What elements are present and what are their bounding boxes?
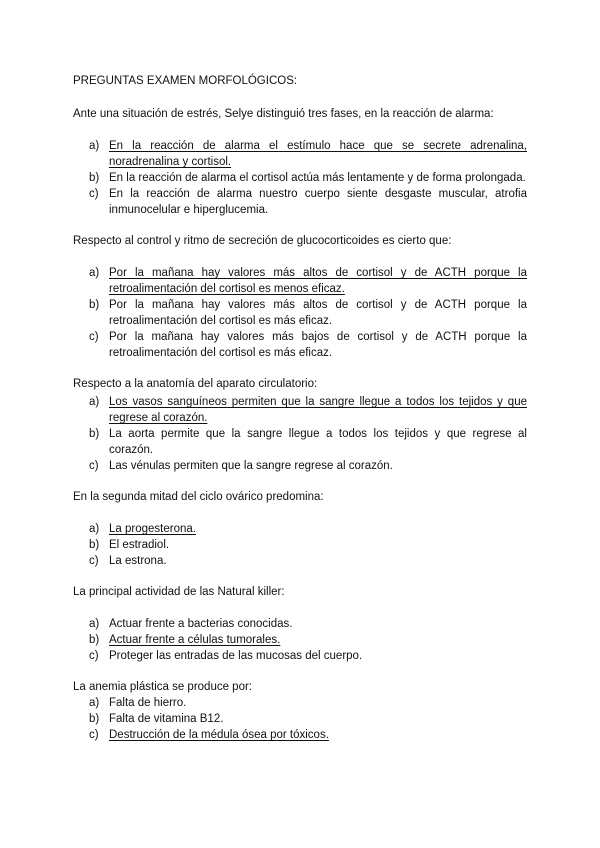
question-6 <box>73 679 527 743</box>
correct-answer: Destrucción de la médula ósea por tóxicos. <box>109 729 329 741</box>
document-page <box>73 73 527 758</box>
option-c: c) Por la mañana hay valores más bajos de cortisol y de ACTH porque la retroalimentación del cortisol es más eficaz. <box>89 331 527 359</box>
options-list <box>73 265 527 361</box>
option-b: b) La aorta permite que la sangre llegue a todos los tejidos y que regrese al corazón. <box>89 428 527 456</box>
option-c: c) Proteger las entradas de las mucosas del cuerpo. <box>89 650 363 662</box>
options-list <box>73 616 527 664</box>
options-list <box>73 394 527 474</box>
correct-answer: Actuar frente a células tumorales. <box>109 634 281 646</box>
option-b: b) El estradiol. <box>89 539 170 551</box>
option-b: b) En la reacción de alarma el cortisol actúa más lentamente y de forma prolongada. <box>89 172 526 184</box>
question-1 <box>73 106 527 218</box>
question-text: Respecto a la anatomía del aparato circulatorio: <box>73 378 318 390</box>
question-3 <box>73 376 527 474</box>
option-b: b) Por la mañana hay valores más altos de cortisol y de ACTH porque la retroalimentación del cortisol es más eficaz. <box>89 299 527 327</box>
correct-answer: Por la mañana hay valores más altos de cortisol y de ACTH porque la retroalimentación del cortisol es menos eficaz. <box>109 267 527 295</box>
correct-answer: Los vasos sanguíneos permiten que la sangre llegue a todos los tejidos y que regrese al corazón. <box>109 396 527 424</box>
options-list <box>73 695 527 743</box>
option-c: c) Las vénulas permiten que la sangre regrese al corazón. <box>89 460 393 472</box>
question-4 <box>73 489 527 569</box>
option-a: a) Actuar frente a bacterias conocidas. <box>89 618 293 630</box>
question-5 <box>73 584 527 664</box>
correct-answer: La progesterona. <box>109 523 196 535</box>
option-a: a) Falta de hierro. <box>89 697 187 709</box>
option-a: a) Los vasos sanguíneos permiten que la sangre llegue a todos los tejidos y que regrese al corazón. <box>89 396 527 424</box>
option-a: a) En la reacción de alarma el estímulo hace que se secrete adrenalina, noradrenalina y cortisol. <box>89 140 527 168</box>
option-c: c) Destrucción de la médula ósea por tóxicos. <box>89 729 329 741</box>
option-c: c) La estrona. <box>89 555 167 567</box>
question-text: La anemia plástica se produce por: <box>73 681 252 693</box>
document-title: PREGUNTAS EXAMEN MORFOLÓGICOS: <box>73 75 298 87</box>
option-b: b) Falta de vitamina B12. <box>89 713 224 725</box>
option-b: b) Actuar frente a células tumorales. <box>89 634 281 646</box>
question-2 <box>73 233 527 361</box>
options-list <box>73 521 527 569</box>
question-text: En la segunda mitad del ciclo ovárico predomina: <box>73 491 324 503</box>
question-text: Respecto al control y ritmo de secreción de glucocorticoides es cierto que: <box>73 235 452 247</box>
options-list <box>73 138 527 218</box>
question-text: Ante una situación de estrés, Selye distinguió tres fases, en la reacción de alarma: <box>73 108 494 120</box>
option-a: a) Por la mañana hay valores más altos de cortisol y de ACTH porque la retroalimentación del cortisol es menos eficaz. <box>89 267 527 295</box>
option-a: a) La progesterona. <box>89 523 196 535</box>
option-c: c) En la reacción de alarma nuestro cuerpo siente desgaste muscular, atrofia inmunocelular e hiperglucemia. <box>89 188 527 216</box>
correct-answer: En la reacción de alarma el estímulo hace que se secrete adrenalina, noradrenalina y cortisol. <box>109 140 527 168</box>
question-text: La principal actividad de las Natural killer: <box>73 586 285 598</box>
